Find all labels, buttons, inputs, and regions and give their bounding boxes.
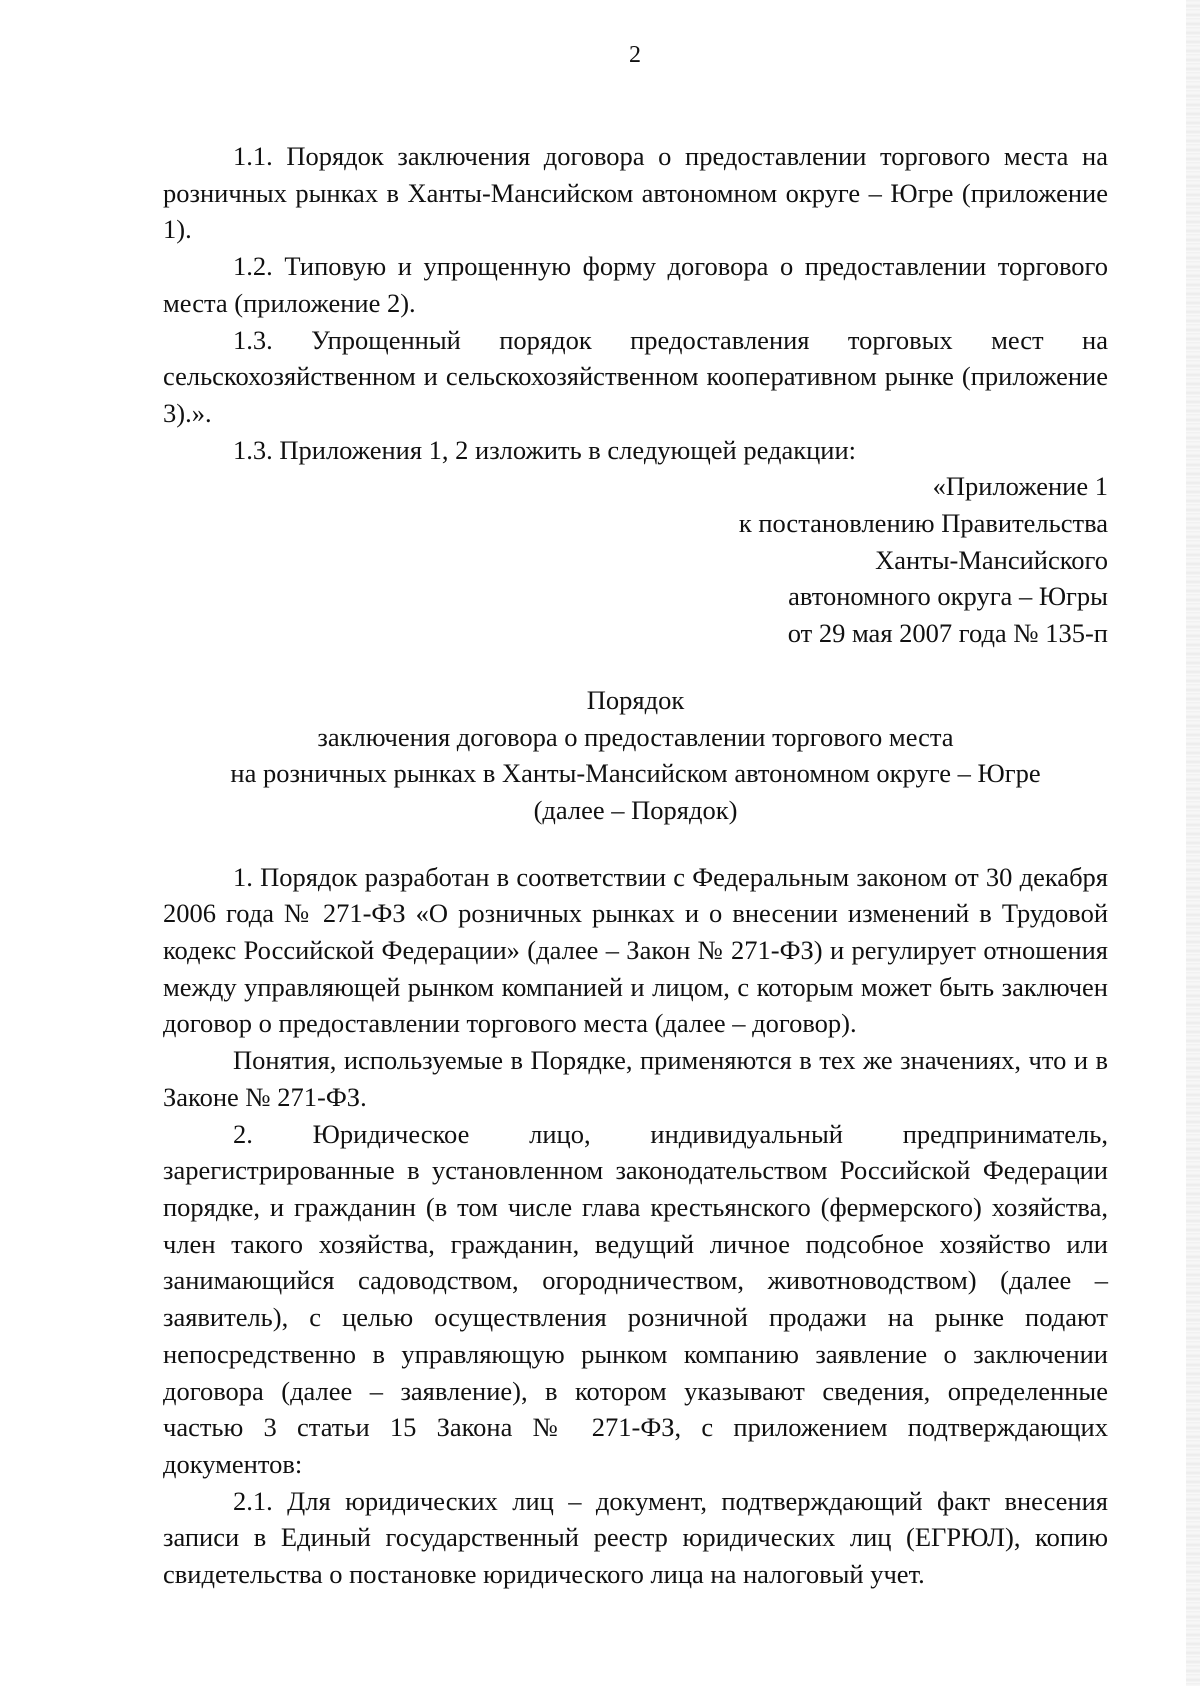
intro-item-1-3: 1.3. Упрощенный порядок предоставления торговых мест на сельскохозяйственном и сельскохозяйственном кооперативном рынке (приложение 3).». <box>163 324 1108 428</box>
intro-item-1-3-appendices: 1.3. Приложения 1, 2 изложить в следующей редакции: <box>233 434 857 465</box>
paragraph-concepts: Понятия, используемые в Порядке, применяются в тех же значениях, что и в Законе № 271-ФЗ. <box>163 1045 1108 1112</box>
scan-edge <box>1186 0 1200 1686</box>
title-line: (далее – Порядок) <box>533 794 738 825</box>
title-heading: Порядок <box>586 684 685 715</box>
appendix-header-line: от 29 мая 2007 года № 135-п <box>787 618 1108 649</box>
paragraph-2-1: 2.1. Для юридических лиц – документ, подтверждающий факт внесения записи в Единый государственный реестр юридических лиц (ЕГРЮЛ), копию свидетельства о постановке юридического лица на налоговый учет. <box>163 1485 1108 1590</box>
document-title <box>163 682 1108 829</box>
title-line: на розничных рынках в Ханты-Мансийском автономном округе – Югре <box>230 758 1041 789</box>
paragraph-2: 2. Юридическое лицо, индивидуальный предприниматель, зарегистрированные в установленном законодательством Российской Федерации порядке, и гражданин (в том числе глава крестьянского (фермерского) хозяйства, член такого хозяйства, гражданин, ведущий личное подсобное хозяйство или занимающийся садоводством, огородничеством, животноводством) (далее – заявитель), с целью осуществления розничной продажи на рынке подают непосредственно в управляющую рынком компанию заявление о заключении договора (далее – заявление), в котором указывают сведения, определенные частью 3 статьи 15 Закона № 271-ФЗ, с приложением подтверждающих документов: <box>163 1118 1108 1479</box>
document-body <box>163 138 1108 1593</box>
appendix-header-line: «Приложение 1 <box>932 471 1108 502</box>
appendix-header-line: Ханты-Мансийского <box>875 544 1108 575</box>
intro-item-1-2: 1.2. Типовую и упрощенную форму договора о предоставлении торгового места (приложение 2). <box>163 251 1108 318</box>
appendix-header <box>163 468 1108 652</box>
title-line: заключения договора о предоставлении торгового места <box>317 721 954 752</box>
paragraph-1: 1. Порядок разработан в соответствии с Федеральным законом от 30 декабря 2006 года № 271-ФЗ «О розничных рынках и о внесении изменений в Трудовой кодекс Российской Федерации» (далее – Закон № 271-ФЗ) и регулирует отношения между управляющей рынком компанией и лицом, с которым может быть заключен договор о предоставлении торгового места (далее – договор). <box>163 861 1108 1039</box>
intro-item-1-1: 1.1. Порядок заключения договора о предоставлении торгового места на розничных рынках в Ханты-Мансийском автономном округе – Югре (приложение 1). <box>163 141 1108 245</box>
appendix-header-line: автономного округа – Югры <box>788 581 1108 612</box>
page-number: 2 <box>629 42 641 68</box>
appendix-header-line: к постановлению Правительства <box>738 508 1108 539</box>
